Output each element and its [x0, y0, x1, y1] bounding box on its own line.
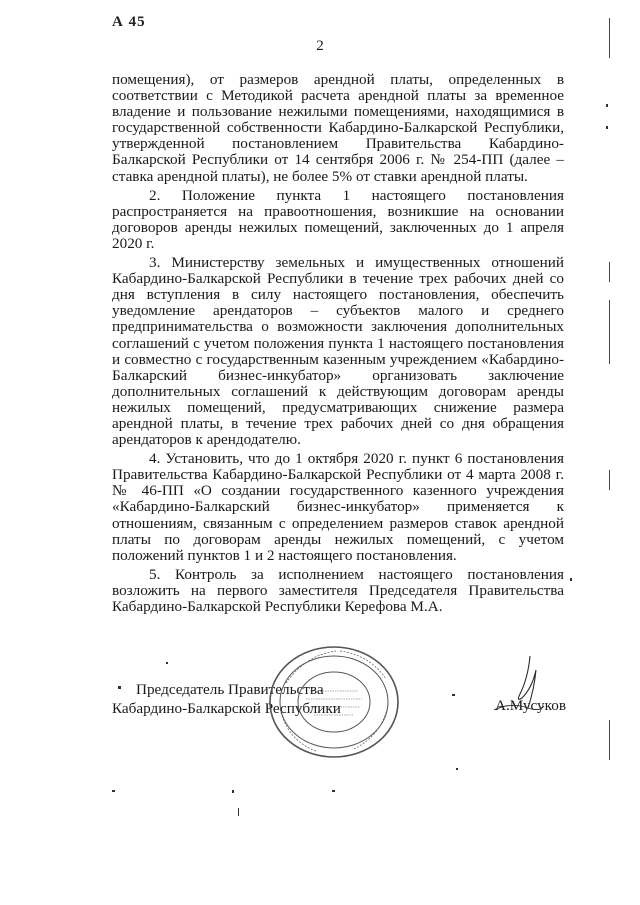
scan-speck [606, 104, 608, 107]
scan-edge-line [609, 720, 610, 760]
scan-edge-line [609, 300, 610, 364]
scan-speck [606, 126, 608, 129]
scan-speck [118, 686, 121, 689]
paragraph-3: 3. Министерству земельных и имущественных отношений Кабардино-Балкарской Республики в течение трех рабочих дней со дня вступления в силу настоящего постановления, обеспечить уведомление арендаторов – субъектов малого и среднего предпринимательства о возможности заключения дополнительных соглашений с учетом положения пункта 1 настоящего постановления и совместно с государственным казенным учреждением «Кабардино-Балкарский бизнес-инкубатор» организовать заключение дополнительных соглашений к действующим договорам аренды нежилых помещений, предусматривающих снижение размера арендной платы, в течение трех рабочих дней со дня обращения арендаторов к арендодателю. [112, 254, 564, 449]
scan-speck [112, 790, 115, 792]
paragraph-4: 4. Установить, что до 1 октября 2020 г. пункт 6 постановления Правительства Кабардино-Балкарской Республики от 4 марта 2008 г. № 46-ПП «О создании государственного казенного учреждения «Кабардино-Балкарский бизнес-инкубатор» применяется к отношениям, связанным с определением размеров ставок арендной платы по договорам аренды нежилых помещений, с учетом положений пунктов 1 и 2 настоящего постановления. [112, 450, 564, 564]
document-body [112, 72, 564, 618]
scan-edge-line [609, 18, 610, 58]
paragraph-5: 5. Контроль за исполнением настоящего постановления возложить на первого заместителя Председателя Правительства Кабардино-Балкарской Республики Керефова М.А. [112, 565, 564, 615]
scan-speck [332, 790, 335, 792]
scan-speck [232, 790, 234, 793]
handwritten-signature-icon [470, 650, 560, 730]
scan-edge-line [609, 262, 610, 282]
paragraph-1-continuation: помещения), от размеров арендной платы, определенных в соответствии с Методикой расчета арендной платы за временное владение и пользование нежилыми помещениями, находящимися в государственной собственности Кабардино-Балкарской Республики, утвержденной постановлением Правительства Кабардино-Балкарской Республики от 14 сентября 2006 г. № 254-ПП (далее – ставка арендной платы), не более 5% от ставки арендной платы. [112, 71, 564, 185]
page-number: 2 [316, 38, 324, 54]
paragraph-2: 2. Положение пункта 1 настоящего постановления распространяется на правоотношения, возникшие на основании договоров аренды нежилых помещений, заключенных до 1 апреля 2020 г. [112, 186, 564, 252]
signatory-title-line-1: Председатель Правительства [136, 681, 324, 698]
scan-speck [452, 694, 455, 696]
signatory-name: А.Мусуков [495, 697, 566, 714]
official-seal-icon [266, 643, 402, 761]
scan-speck [166, 662, 168, 664]
scan-speck [570, 578, 572, 581]
archive-mark: А 45 [112, 14, 146, 30]
scan-speck [238, 808, 239, 816]
signatory-title-line-2: Кабардино-Балкарской Республики [112, 700, 341, 717]
scan-edge-line [609, 470, 610, 490]
scan-speck [456, 768, 458, 770]
